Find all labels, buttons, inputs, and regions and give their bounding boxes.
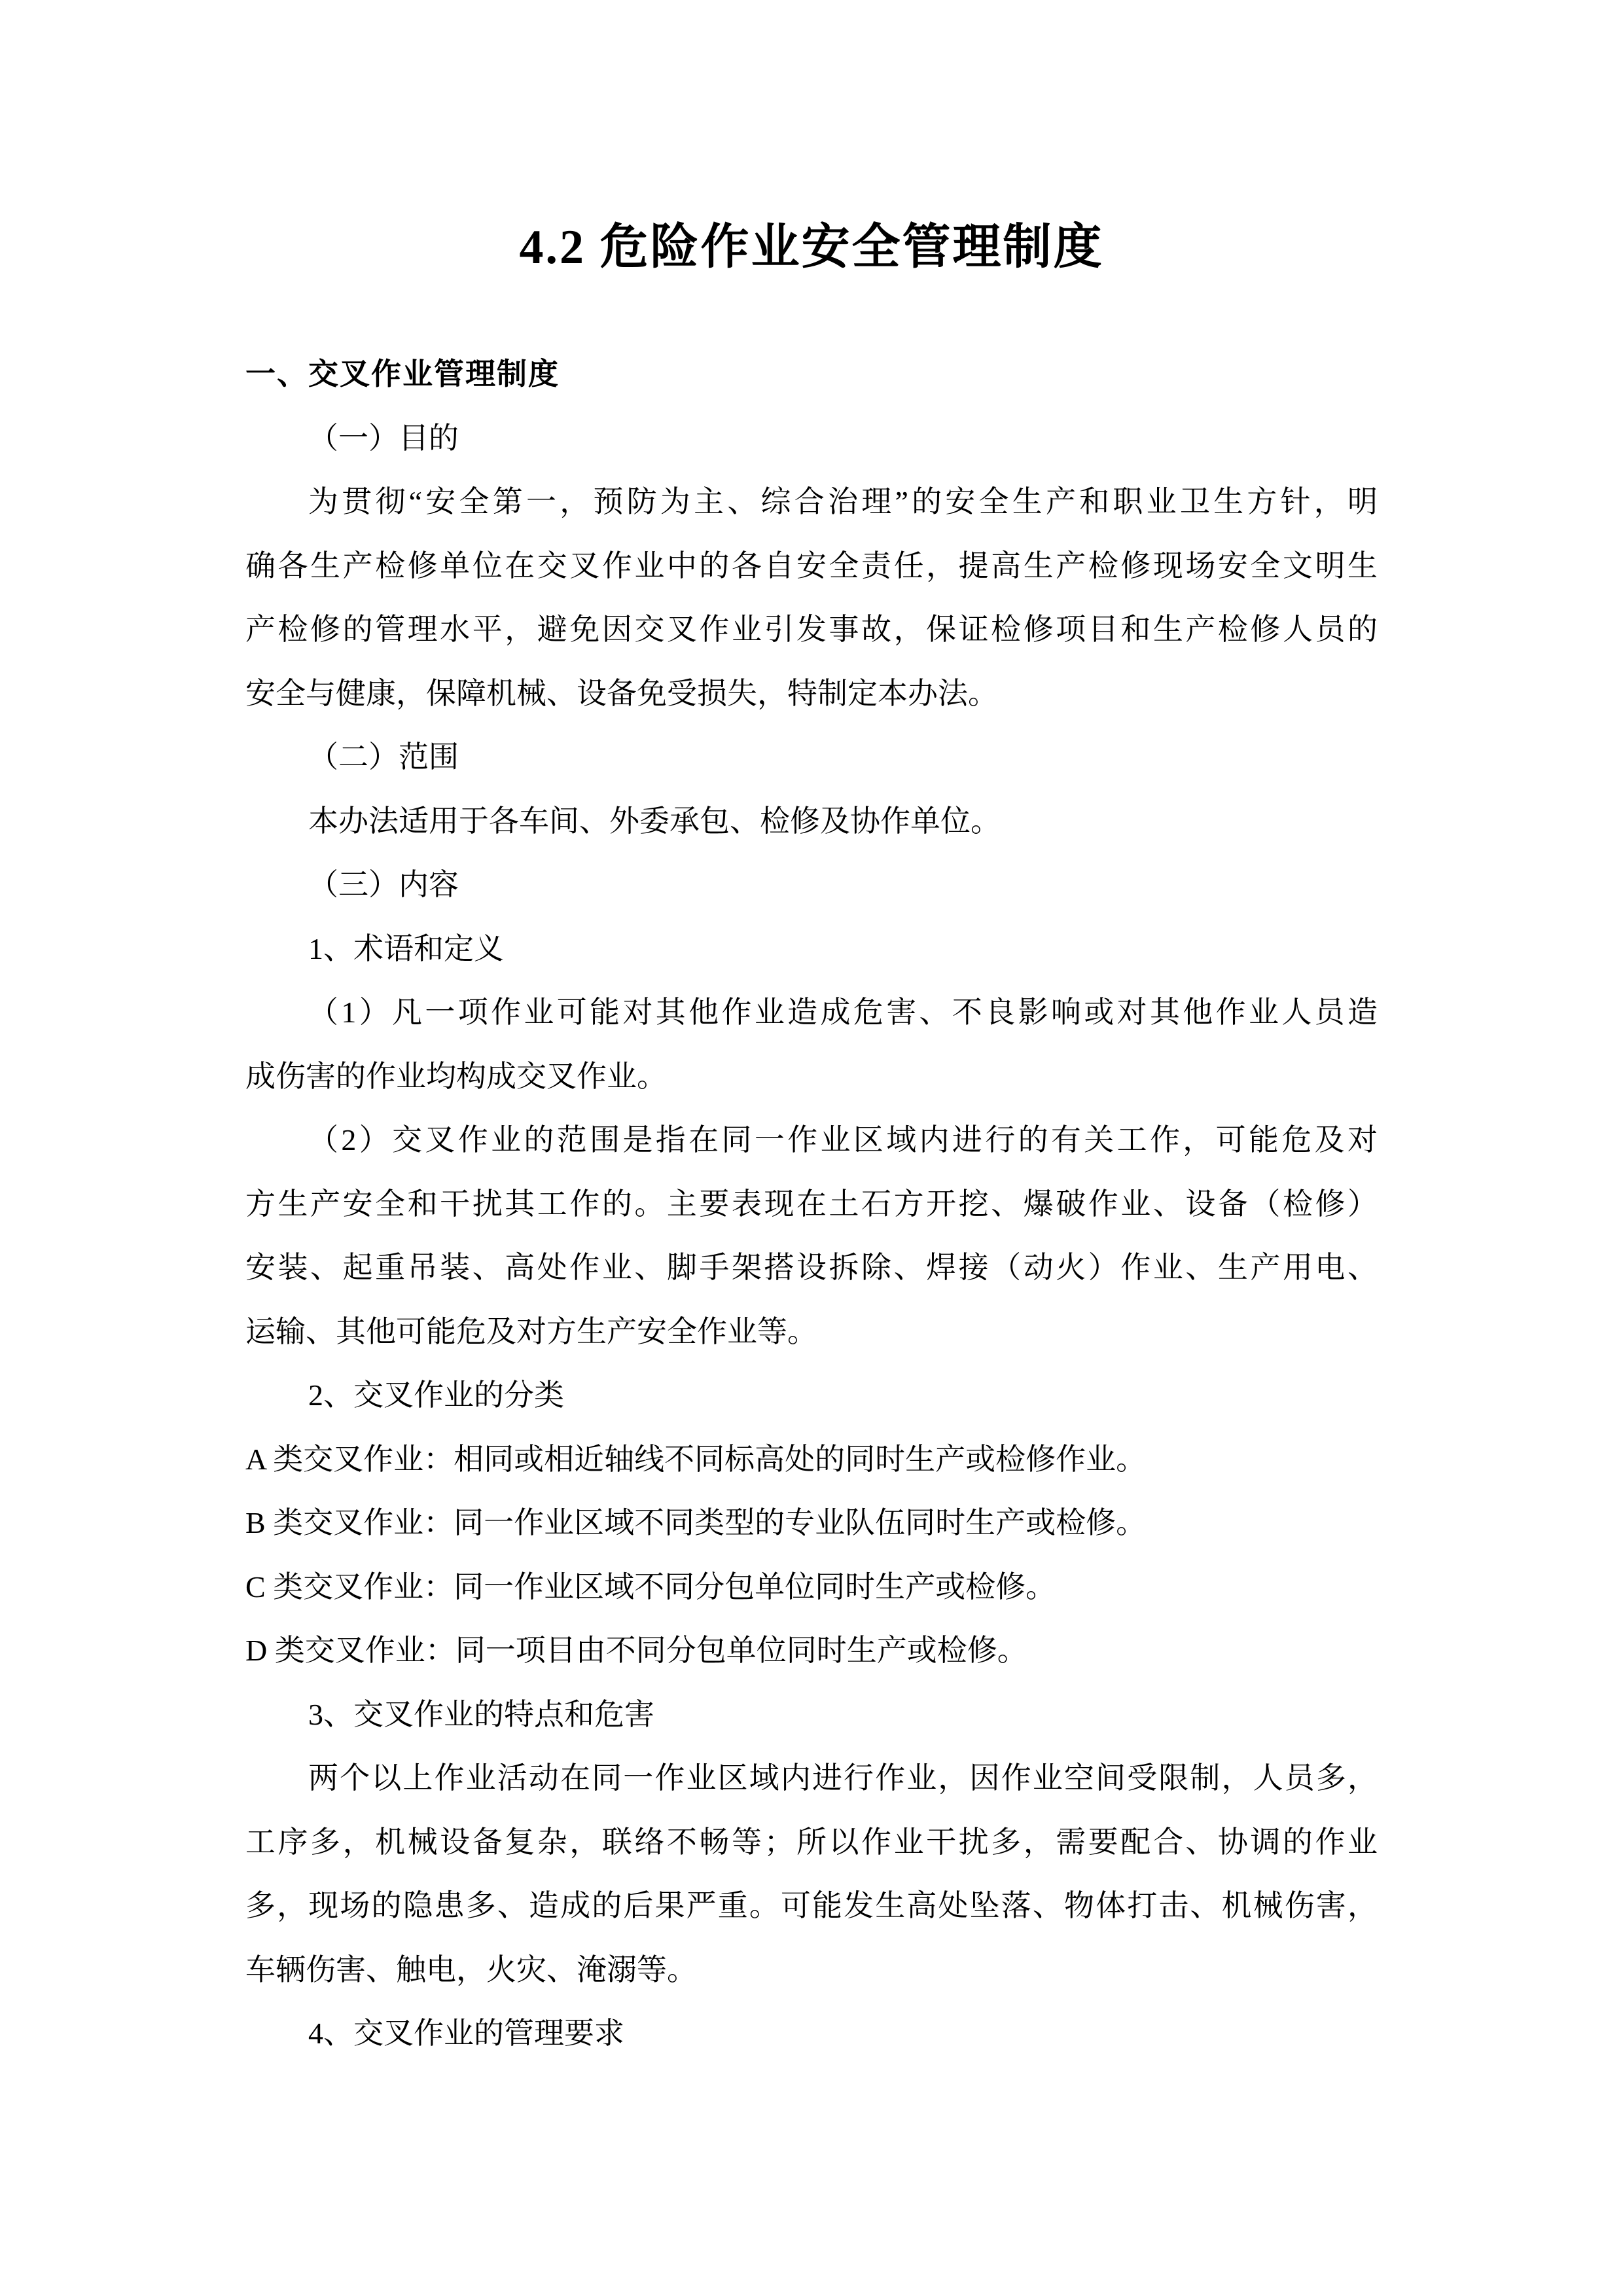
document-line: 1、术语和定义 — [308, 931, 504, 965]
document-line: 成伤害的作业均构成交叉作业。 — [245, 1059, 667, 1093]
document-line: （一）目的 — [308, 421, 459, 455]
document-line: 运输、其他可能危及对方生产安全作业等。 — [245, 1314, 817, 1348]
document-line: 方生产安全和干扰其工作的。主要表现在土石方开挖、爆破作业、设备（检修） — [245, 1187, 1378, 1221]
document-line: A 类交叉作业：相同或相近轴线不同标高处的同时生产或检修作业。 — [245, 1442, 1147, 1476]
document-line: D 类交叉作业：同一项目由不同分包单位同时生产或检修。 — [245, 1634, 1027, 1667]
document-line: 为贯彻“安全第一，预防为主、综合治理”的安全生产和职业卫生方针，明 — [308, 485, 1378, 518]
document-line: 工序多，机械设备复杂，联络不畅等；所以作业干扰多，需要配合、协调的作业 — [245, 1825, 1378, 1859]
document-line: 2、交叉作业的分类 — [308, 1378, 564, 1412]
document-line: 安装、起重吊装、高处作业、脚手架搭设拆除、焊接（动火）作业、生产用电、 — [245, 1251, 1378, 1284]
document-line: （三）内容 — [308, 868, 459, 901]
document-line: 3、交叉作业的特点和危害 — [308, 1697, 654, 1731]
document-body — [245, 342, 1378, 2066]
document-line: 4、交叉作业的管理要求 — [308, 2017, 624, 2050]
document-line: B 类交叉作业：同一作业区域不同类型的专业队伍同时生产或检修。 — [245, 1506, 1147, 1539]
document-line: 两个以上作业活动在同一作业区域内进行作业，因作业空间受限制，人员多， — [308, 1761, 1378, 1795]
document-line: 本办法适用于各车间、外委承包、检修及协作单位。 — [308, 804, 1001, 838]
document-line: 确各生产检修单位在交叉作业中的各自安全责任，提高生产检修现场安全文明生 — [245, 548, 1378, 583]
document-line: C 类交叉作业：同一作业区域不同分包单位同时生产或检修。 — [245, 1570, 1056, 1604]
document-line: 多，现场的隐患多、造成的后果严重。可能发生高处坠落、物体打击、机械伤害， — [245, 1889, 1378, 1922]
document-line: 安全与健康，保障机械、设备免受损失，特制定本办法。 — [245, 676, 998, 710]
page-title: 4.2 危险作业安全管理制度 — [519, 221, 1104, 274]
document-line: （二）范围 — [308, 740, 459, 774]
document-line: （1）凡一项作业可能对其他作业造成危害、不良影响或对其他作业人员造 — [308, 996, 1378, 1029]
document-line: 产检修的管理水平，避免因交叉作业引发事故，保证检修项目和生产检修人员的 — [245, 613, 1378, 646]
document-line: 车辆伤害、触电，火灾、淹溺等。 — [245, 1952, 697, 1986]
document-line: 一、交叉作业管理制度 — [245, 357, 560, 391]
document-line: （2）交叉作业的范围是指在同一作业区域内进行的有关工作，可能危及对 — [308, 1123, 1378, 1157]
